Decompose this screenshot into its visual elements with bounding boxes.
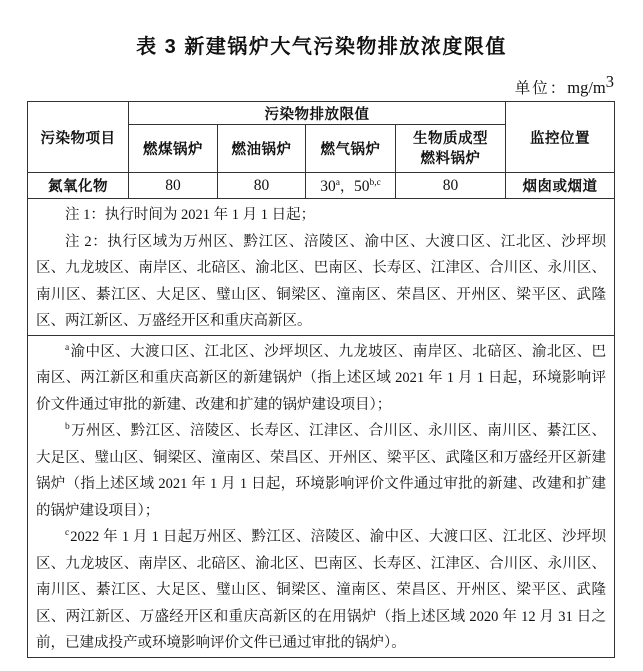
data-row-nox <box>28 173 615 199</box>
note-1: 注 1：执行时间为 2021 年 1 月 1 日起； <box>65 207 316 223</box>
header-coal-boiler: 燃煤锅炉 <box>129 125 218 173</box>
gas-value-2: 50 <box>353 177 370 195</box>
footnote-b-text: 万州区、黔江区、涪陵区、长寿区、江津区、合川区、永川区、南川区、綦江区、大足区、璧山区、铜梁区、潼南区、荣昌区、开州区、梁平区、武隆区和万盛经开区新建锅炉（指上述区域 2021 年 1 月 1 日起，环境影响评价文件通过审批的新建、改建和扩建的锅炉建设项目）； <box>36 423 606 519</box>
cell-oil-value: 80 <box>218 173 306 199</box>
header-biomass-boiler <box>396 125 506 173</box>
footnote-b <box>36 418 606 524</box>
header-gas-boiler: 燃气锅炉 <box>306 125 396 173</box>
gas-value-1: 30 <box>320 177 336 195</box>
header-oil-boiler: 燃油锅炉 <box>218 125 306 173</box>
cell-monitoring-location: 烟囱或烟道 <box>506 173 615 199</box>
cell-pollutant-name: 氮氧化物 <box>28 173 129 199</box>
emission-limits-table <box>27 101 615 658</box>
footnotes-cell <box>28 335 615 657</box>
gas-separator: ， <box>339 179 354 195</box>
footnotes-row <box>28 335 615 657</box>
gas-sup-a: a <box>335 177 340 188</box>
footnote-b-marker: b <box>65 422 70 433</box>
header-biomass-line1: 生物质成型 <box>413 130 488 147</box>
unit-value: mg/m <box>567 78 606 98</box>
header-pollutant-item: 污染物项目 <box>28 102 129 173</box>
footnote-c <box>36 524 606 657</box>
unit-label <box>515 72 614 98</box>
cell-coal-value: 80 <box>129 173 218 199</box>
header-monitoring-position: 监控位置 <box>506 102 615 173</box>
footnote-a-text: 渝中区、大渡口区、江北区、沙坪坝区、九龙坡区、南岸区、北碚区、渝北区、巴南区、两江新区和重庆高新区的新建锅炉（指上述区域 2021 年 1 月 1 日起，环境影响评价文件通过审批的新建、改建和扩建的锅炉建设项目）； <box>36 343 606 413</box>
header-emission-limits: 污染物排放限值 <box>129 102 506 125</box>
notes-row <box>28 199 615 336</box>
gas-sup-bc: b,c <box>369 177 381 188</box>
unit-label-cjk: 单位： <box>514 80 568 98</box>
footnote-c-marker: c <box>65 528 70 539</box>
cell-biomass-value: 80 <box>396 173 506 199</box>
notes-cell <box>28 199 615 336</box>
cell-gas-value <box>306 173 396 199</box>
footnote-a <box>36 339 606 419</box>
footnote-c-text: 2022 年 1 月 1 日起万州区、黔江区、涪陵区、渝中区、大渡口区、江北区、沙坪坝区、九龙坡区、南岸区、北碚区、渝北区、巴南区、长寿区、江津区、合川区、永川区、南川区、綦江区、大足区、璧山区、铜梁区、潼南区、荣昌区、开州区、梁平区、武隆区、两江新区、万盛经开区和重庆高新区的在用锅炉（指上述区域 2020 年 12 月 31 日之前，已建成投产或环境影响评价文件已通过审批的锅炉）。 <box>36 529 606 651</box>
header-biomass-line2: 燃料锅炉 <box>420 150 481 167</box>
table-title: 表 3 新建锅炉大气污染物排放浓度限值 <box>136 36 507 58</box>
note-2: 注 2：执行区域为万州区、黔江区、涪陵区、渝中区、大渡口区、江北区、沙坪坝区、九龙坡区、南岸区、北碚区、渝北区、巴南区、长寿区、江津区、合川区、永川区、南川区、綦江区、大足区、璧山区、铜梁区、潼南区、荣昌区、开州区、梁平区、武隆区、两江新区、万盛经开区和重庆高新区。 <box>36 233 606 329</box>
unit-exponent: 3 <box>605 72 614 91</box>
footnote-a-marker: a <box>65 342 70 353</box>
table-header-row-1 <box>28 102 615 125</box>
